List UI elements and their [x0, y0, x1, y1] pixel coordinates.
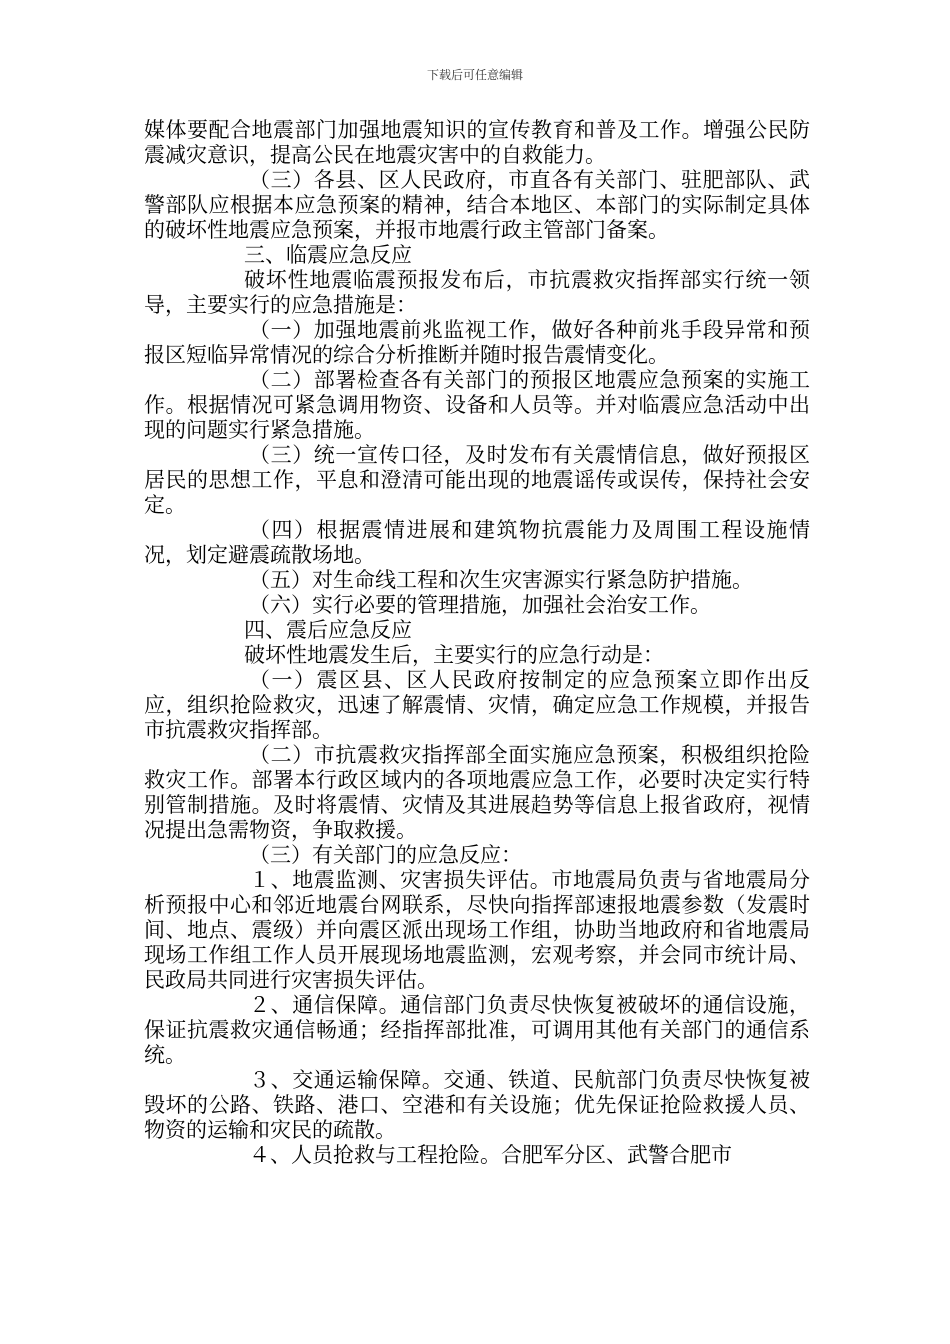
paragraph: （五）对生命线工程和次生灾害源实行紧急防护措施。: [249, 568, 753, 592]
paragraph: （二）市抗震救灾指挥部全面实施应急预案，积极组织抢险救灾工作。部署本行政区域内的各项地震应急工作，必要时决定实行特别管制措施。及时将震情、灾情及其进展趋势等信息上报省政府，视情况提出急需物资，争取救援。: [144, 743, 810, 842]
paragraph: ２、通信保障。通信部门负责尽快恢复被破坏的通信设施，保证抗震救灾通信畅通；经指挥部批准，可调用其他有关部门的通信系统。: [144, 993, 810, 1067]
paragraph: １、地震监测、灾害损失评估。市地震局负责与省地震局分析预报中心和邻近地震台网联系，尽快向指挥部速报地震参数（发震时间、地点、震级）并向震区派出现场工作组，协助当地政府和省地震局现场工作组工作人员开展现场地震监测，宏观考察，并会同市统计局、民政局共同进行灾害损失评估。: [144, 868, 810, 992]
paragraph: 破坏性地震发生后，主要实行的应急行动是：: [244, 643, 664, 667]
paragraph: 破坏性地震临震预报发布后，市抗震救灾指挥部实行统一领导，主要实行的应急措施是：: [144, 268, 810, 317]
page-header: 下载后可任意编辑: [426, 68, 523, 82]
paragraph: （一）震区县、区人民政府按制定的应急预案立即作出反应，组织抢险救灾，迅速了解震情、灾情，确定应急工作规模，并报告市抗震救灾指挥部。: [144, 668, 810, 742]
section-heading: 四、震后应急反应: [244, 618, 412, 642]
paragraph: （六）实行必要的管理措施，加强社会治安工作。: [249, 593, 711, 617]
paragraph: ３、交通运输保障。交通、铁道、民航部门负责尽快恢复被毁坏的公路、铁路、港口、空港和有关设施；优先保证抢险救援人员、物资的运输和灾民的疏散。: [144, 1068, 810, 1142]
paragraph: （二）部署检查各有关部门的预报区地震应急预案的实施工作。根据情况可紧急调用物资、设备和人员等。并对临震应急活动中出现的问题实行紧急措施。: [144, 368, 810, 442]
section-heading: 三、临震应急反应: [244, 243, 412, 267]
paragraph: （三）各县、区人民政府，市直各有关部门、驻肥部队、武警部队应根据本应急预案的精神，结合本地区、本部门的实际制定具体的破坏性地震应急预案，并报市地震行政主管部门备案。: [144, 168, 810, 242]
document-body: [144, 118, 810, 1168]
paragraph: ４、人员抢救与工程抢险。合肥军分区、武警合肥市: [249, 1143, 732, 1167]
paragraph: （一）加强地震前兆监视工作，做好各种前兆手段异常和预报区短临异常情况的综合分析推断并随时报告震情变化。: [144, 318, 810, 367]
paragraph: 媒体要配合地震部门加强地震知识的宣传教育和普及工作。增强公民防震减灾意识，提高公民在地震灾害中的自救能力。: [144, 118, 810, 167]
paragraph: （三）有关部门的应急反应：: [249, 843, 522, 867]
paragraph: （三）统一宣传口径，及时发布有关震情信息，做好预报区居民的思想工作，平息和澄清可能出现的地震谣传或误传，保持社会安定。: [144, 443, 810, 517]
paragraph: （四）根据震情进展和建筑物抗震能力及周围工程设施情况，划定避震疏散场地。: [144, 518, 810, 567]
